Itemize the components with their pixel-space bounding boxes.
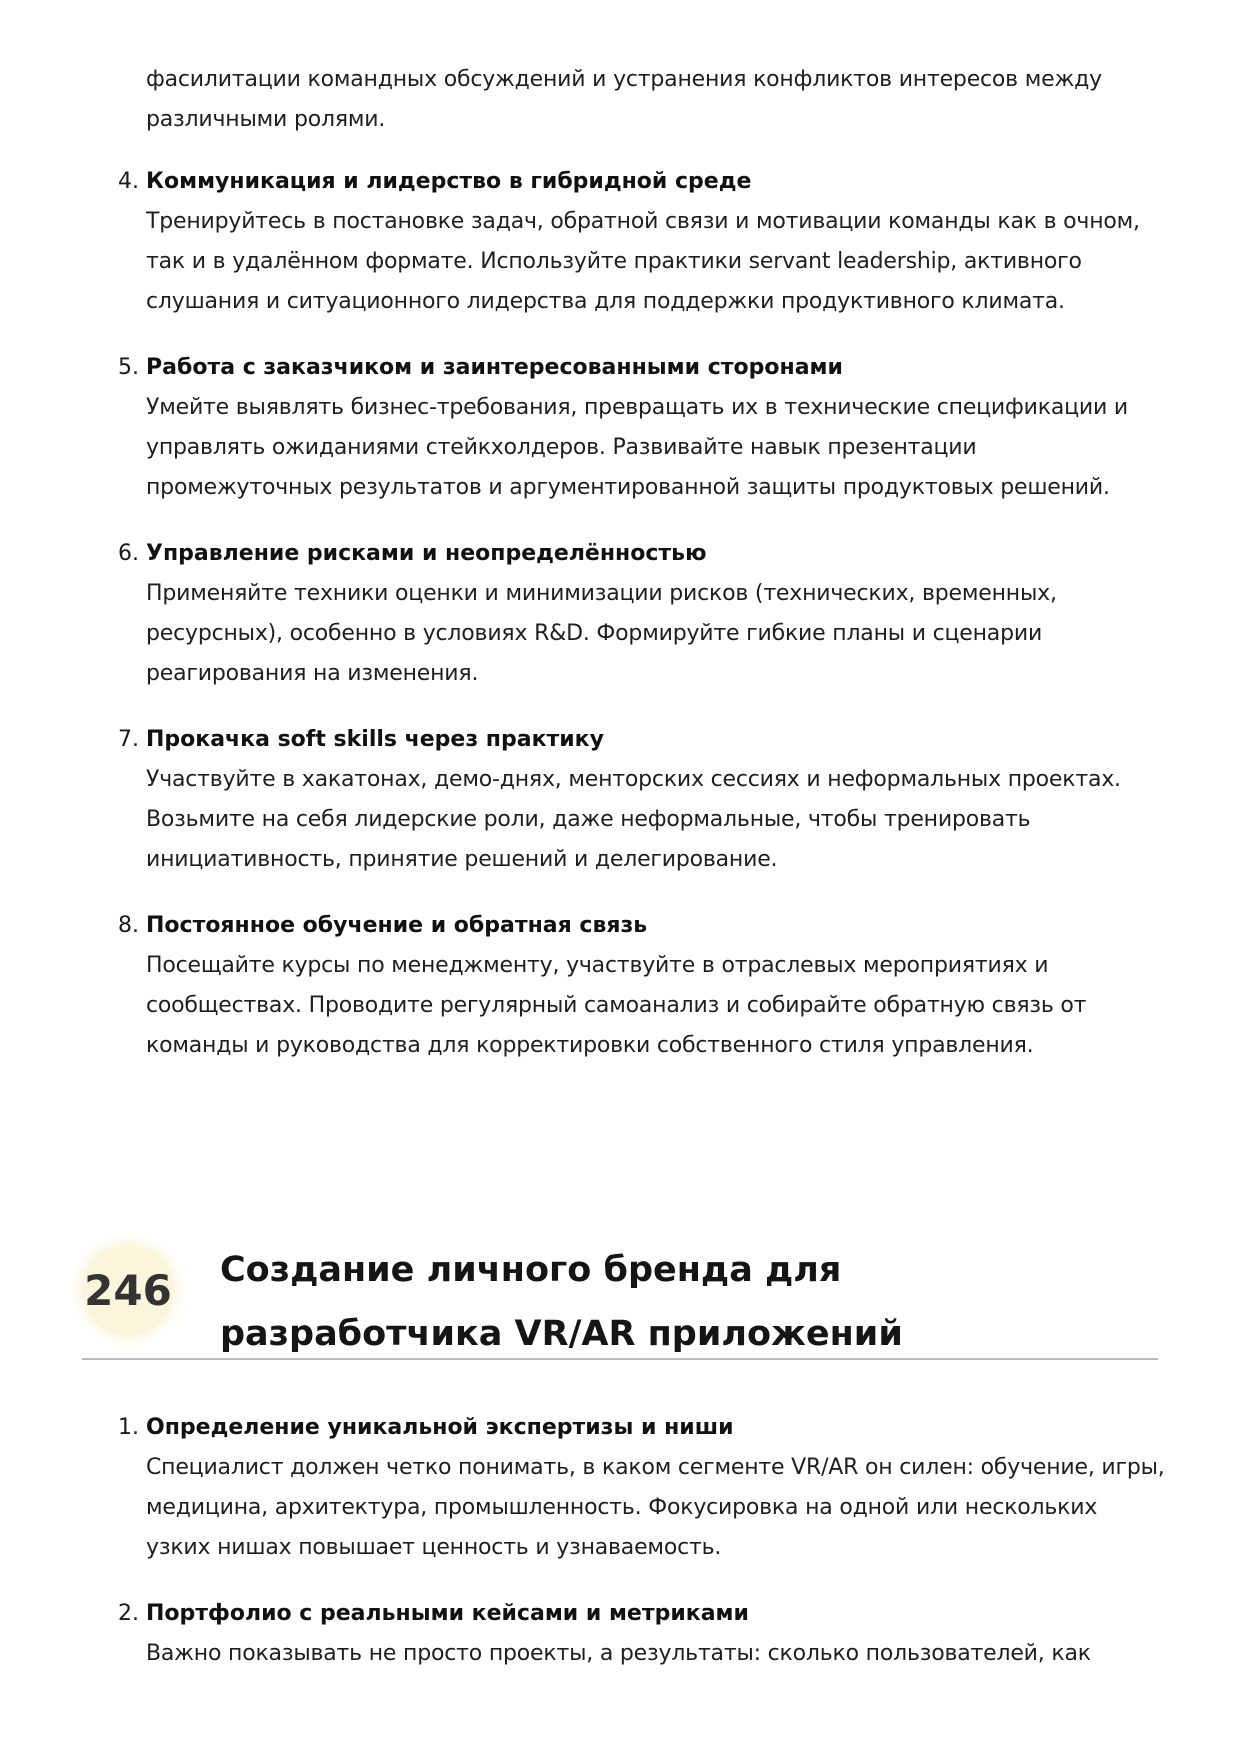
item-number: 8. (118, 913, 139, 938)
list-item (118, 534, 1166, 694)
item-description: Специалист должен четко понимать, в каком сегменте VR/AR он силен: обучение, игры, медицина, архитектура, промышленность. Фокусировка на одной или нескольких узких нишах повышает ценность и узнаваемость. (146, 1455, 1165, 1560)
item-title: Портфолио с реальными кейсами и метриками (146, 1601, 749, 1626)
item-number: 6. (118, 541, 139, 566)
item-number: 5. (118, 355, 139, 380)
item-title: Прокачка soft skills через практику (146, 727, 604, 752)
list-item (118, 1594, 1166, 1674)
item-description: Участвуйте в хакатонах, демо-днях, менторских сессиях и неформальных проектах. Возьмите на себя лидерские роли, даже неформальные, чтобы тренировать инициативность, принятие решений и делегирование. (146, 767, 1121, 872)
item-description: Умейте выявлять бизнес-требования, превращать их в технические спецификации и управлять ожиданиями стейкхолдеров. Развивайте навык презентации промежуточных результатов и аргументированной защиты продуктовых решений. (146, 395, 1128, 500)
item-number: 1. (118, 1415, 139, 1440)
item-title: Работа с заказчиком и заинтересованными сторонами (146, 355, 843, 380)
item-number: 2. (118, 1601, 139, 1626)
item-description: Важно показывать не просто проекты, а результаты: сколько пользователей, как (146, 1641, 1091, 1666)
item-number: 4. (118, 169, 139, 194)
bottom-numbered-list (118, 1408, 1166, 1700)
item-number: 7. (118, 727, 139, 752)
section-title: Создание личного бренда для разработчика VR/AR приложений (220, 1250, 903, 1354)
top-numbered-list (118, 162, 1166, 1092)
item-description: Посещайте курсы по менеджменту, участвуйте в отраслевых мероприятиях и сообществах. Проводите регулярный самоанализ и собирайте обратную связь от команды и руководства для корректировки собственного стиля управления. (146, 953, 1087, 1058)
item-description: Тренируйтесь в постановке задач, обратной связи и мотивации команды как в очном, так и в удалённом формате. Используйте практики servant leadership, активного слушания и ситуационного лидерства для поддержки продуктивного климата. (146, 209, 1140, 314)
item-title: Коммуникация и лидерство в гибридной среде (146, 169, 752, 194)
list-item (118, 162, 1166, 322)
section-divider (82, 1358, 1158, 1360)
list-item (118, 1408, 1166, 1568)
item-description: Применяйте техники оценки и минимизации рисков (технических, временных, ресурсных), особенно в условиях R&D. Формируйте гибкие планы и сценарии реагирования на изменения. (146, 581, 1057, 686)
item-title: Постоянное обучение и обратная связь (146, 913, 648, 938)
list-item (118, 906, 1166, 1066)
item-title: Управление рисками и неопределённостью (146, 541, 707, 566)
item-title: Определение уникальной экспертизы и ниши (146, 1415, 734, 1440)
continuation-text: фасилитации командных обсуждений и устранения конфликтов интересов между различными ролями. (146, 67, 1102, 132)
section-number-badge: 246 (82, 1244, 174, 1336)
list-item (118, 720, 1166, 880)
section-header (82, 1238, 1162, 1366)
list-item (118, 348, 1166, 508)
